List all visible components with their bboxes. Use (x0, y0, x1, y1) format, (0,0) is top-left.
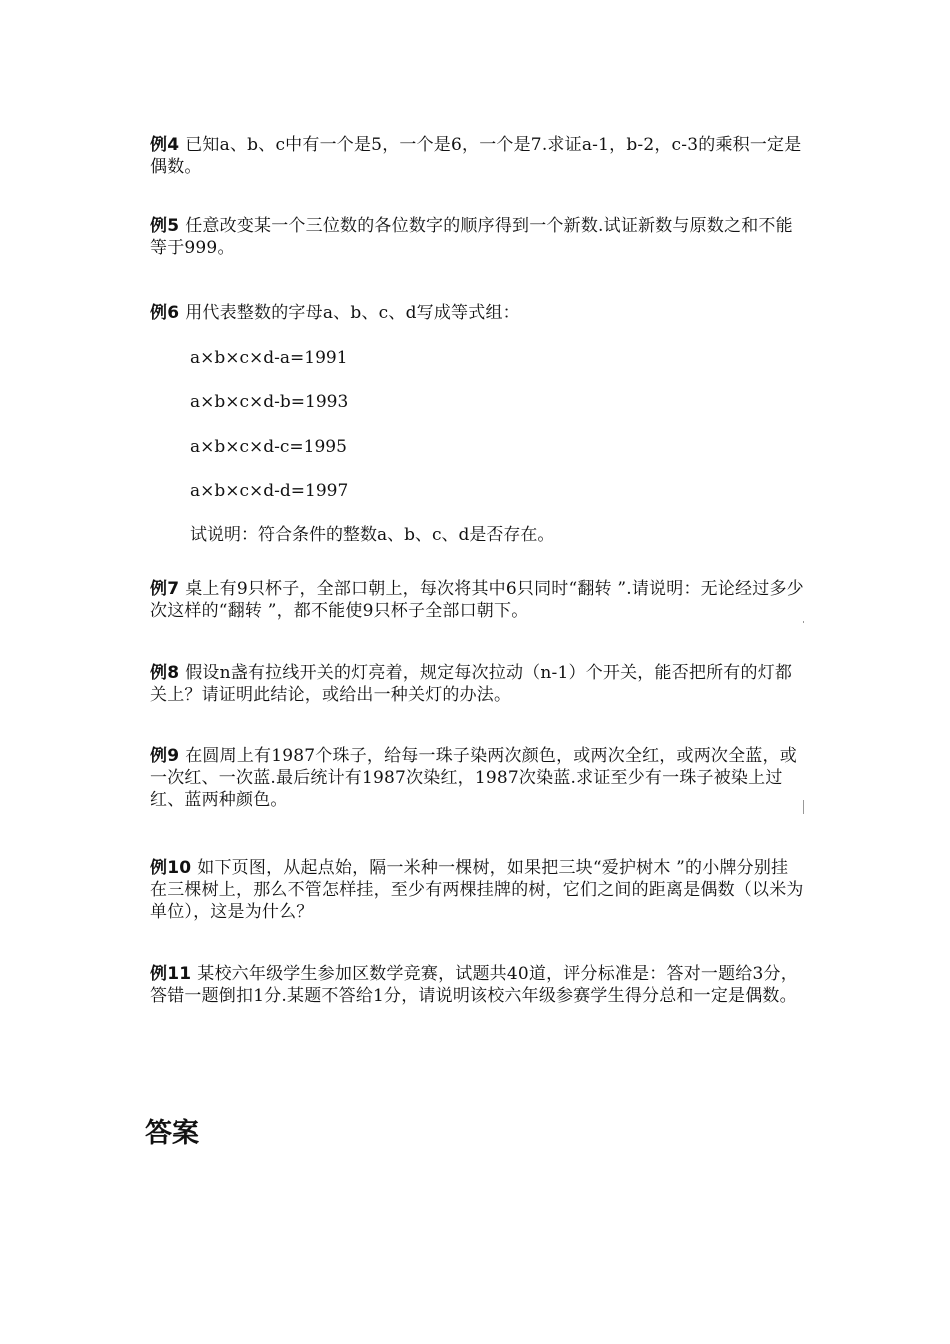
problem-label: 例7 (150, 579, 180, 599)
problem-9 (150, 745, 805, 811)
problem-8 (150, 662, 805, 706)
problem-label: 例8 (150, 663, 180, 683)
answer-heading: 答案 (145, 1118, 199, 1149)
problem-label: 例4 (150, 135, 180, 155)
equation-1: a×b×c×d-a=1991 (190, 348, 348, 368)
explain-text: 试说明：符合条件的整数a、b、c、d是否存在。 (190, 525, 555, 545)
problem-text: 任意改变某一个三位数的各位数字的顺序得到一个新数.试证新数与原数之和不能等于999。 (150, 216, 793, 258)
margin-mark (803, 800, 804, 814)
problem-text: 桌上有9只杯子，全部口朝上，每次将其中6只同时“翻转 ”.请说明：无论经过多少次这样的“翻转 ”，都不能使9只杯子全部口朝下。 (150, 579, 804, 621)
problem-label: 例6 (150, 303, 180, 323)
equation-4: a×b×c×d-d=1997 (190, 481, 349, 501)
problem-11 (150, 963, 805, 1007)
problem-10 (150, 857, 805, 923)
problem-label: 例9 (150, 746, 180, 766)
problem-label: 例10 (150, 858, 192, 878)
problem-label: 例11 (150, 964, 192, 984)
equation-3: a×b×c×d-c=1995 (190, 437, 347, 457)
problem-label: 例5 (150, 216, 180, 236)
margin-mark (803, 621, 804, 623)
problem-text: 假设n盏有拉线开关的灯亮着，规定每次拉动（n-1）个开关，能否把所有的灯都关上？请证明此结论，或给出一种关灯的办法。 (150, 663, 793, 705)
problem-text: 如下页图，从起点始，隔一米种一棵树，如果把三块“爱护树木 ”的小牌分别挂在三棵树上，那么不管怎样挂，至少有两棵挂牌的树，它们之间的距离是偶数（以米为单位），这是为什么？ (150, 858, 804, 922)
problem-5 (150, 215, 805, 259)
problem-text: 在圆周上有1987个珠子，给每一珠子染两次颜色，或两次全红，或两次全蓝，或一次红、一次蓝.最后统计有1987次染红，1987次染蓝.求证至少有一珠子被染上过红、蓝两种颜色。 (150, 746, 797, 810)
problem-text: 已知a、b、c中有一个是5，一个是6，一个是7.求证a-1，b-2，c-3的乘积一定是偶数。 (150, 135, 802, 177)
problem-6 (150, 302, 805, 324)
problem-7 (150, 578, 805, 622)
equation-2: a×b×c×d-b=1993 (190, 392, 349, 412)
problem-text: 某校六年级学生参加区数学竞赛，试题共40道，评分标准是：答对一题给3分，答错一题倒扣1分.某题不答给1分，请说明该校六年级参赛学生得分总和一定是偶数。 (150, 964, 798, 1006)
problem-4 (150, 134, 805, 178)
problem-text: 用代表整数的字母a、b、c、d写成等式组： (185, 303, 520, 323)
